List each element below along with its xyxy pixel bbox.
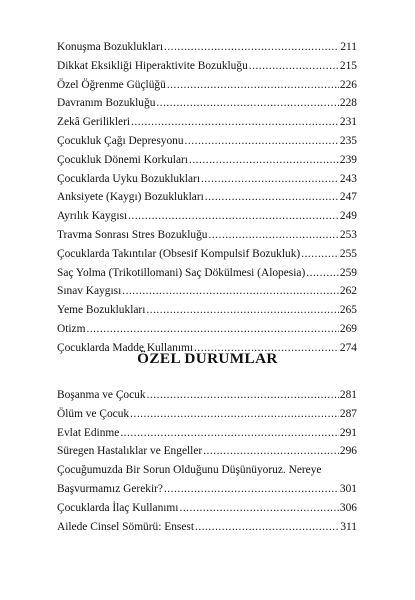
dot-leader bbox=[301, 245, 339, 264]
toc-entry bbox=[57, 170, 357, 189]
section-heading: ÖZEL DURUMLAR bbox=[137, 350, 278, 367]
toc-section-main bbox=[57, 38, 357, 358]
toc-entry bbox=[57, 94, 357, 113]
toc-entry-page-number: 211 bbox=[340, 41, 357, 53]
toc-entry-title: Başvurmamız Gerekir? bbox=[57, 482, 163, 495]
toc-entry-title: Konuşma Bozuklukları bbox=[57, 41, 163, 53]
toc-entry bbox=[57, 226, 357, 245]
dot-leader bbox=[185, 132, 339, 151]
toc-entry-title: Saç Yolma (Trikotillomani) Saç Dökülmesi (Alopesia) bbox=[57, 266, 306, 279]
dot-leader bbox=[195, 518, 339, 537]
toc-entry-title: Çocuklarda Madde Kullanımı bbox=[57, 341, 194, 354]
dot-leader bbox=[147, 386, 339, 405]
toc-entry bbox=[57, 405, 357, 424]
toc-entry-page-number: 255 bbox=[339, 247, 357, 260]
toc-entry-title: Çocuklarda Uyku Bozuklukları bbox=[57, 172, 200, 185]
toc-entry-title: Yeme Bozuklukları bbox=[57, 304, 146, 317]
toc-entry-page-number: 287 bbox=[339, 407, 357, 420]
toc-entry-page-number: 274 bbox=[339, 341, 357, 354]
toc-entry-page-number: 231 bbox=[339, 116, 357, 129]
dot-leader bbox=[209, 226, 339, 245]
toc-entry-title: Çocuklarda İlaç Kullanımı bbox=[57, 501, 179, 514]
toc-entry-title: Anksiyete (Kaygı) Bozuklukları bbox=[57, 191, 204, 204]
toc-entry-page-number: 247 bbox=[339, 191, 357, 204]
toc-entry-page-number: 262 bbox=[339, 285, 357, 298]
toc-entry-page-number: 281 bbox=[339, 389, 357, 401]
toc-entry-title: Boşanma ve Çocuk bbox=[57, 389, 146, 401]
toc-entry bbox=[57, 38, 357, 57]
toc-entry bbox=[57, 282, 357, 301]
toc-entry-page-number: 249 bbox=[339, 210, 357, 223]
toc-entry bbox=[57, 132, 357, 151]
toc-entry-title: Ayrılık Kaygısı bbox=[57, 210, 128, 223]
toc-entry-title: Travma Sonrası Stres Bozukluğu bbox=[57, 228, 208, 241]
toc-entry-page-number: 259 bbox=[339, 266, 357, 279]
toc-entry bbox=[57, 442, 357, 461]
toc-entry-page-number: 296 bbox=[339, 445, 357, 458]
toc-entry bbox=[57, 151, 357, 170]
toc-entry bbox=[57, 518, 357, 537]
toc-entry-page-number: 306 bbox=[339, 501, 357, 514]
toc-entry-page-number: 239 bbox=[339, 153, 357, 166]
toc-entry-title: Davranım Bozukluğu bbox=[57, 97, 156, 110]
dot-leader bbox=[189, 151, 339, 170]
toc-entry-title: Çocuğumuzda Bir Sorun Olduğunu Düşünüyoruz. Nereye bbox=[57, 464, 322, 477]
toc-section-special-cases bbox=[57, 386, 357, 536]
toc-entry-page-number: 235 bbox=[339, 134, 357, 147]
toc-entry bbox=[57, 480, 357, 499]
toc-entry-title: Zekâ Gerilikleri bbox=[57, 116, 131, 129]
dot-leader bbox=[164, 480, 339, 499]
dot-leader bbox=[131, 113, 339, 132]
toc-entry-page-number: 253 bbox=[339, 228, 357, 241]
toc-entry-page-number: 226 bbox=[339, 78, 357, 91]
dot-leader bbox=[146, 301, 339, 320]
toc-entry-title: Dikkat Eksikliği Hiperaktivite Bozukluğu bbox=[57, 59, 248, 72]
toc-entry bbox=[57, 76, 357, 95]
toc-entry bbox=[57, 461, 357, 480]
toc-entry bbox=[57, 320, 357, 339]
toc-entry-page-number: 265 bbox=[339, 304, 357, 317]
dot-leader bbox=[86, 320, 338, 339]
toc-entry-page-number: 243 bbox=[339, 172, 357, 185]
dot-leader bbox=[201, 170, 339, 189]
toc-entry-title: Ölüm ve Çocuk bbox=[57, 407, 130, 420]
toc-entry bbox=[57, 188, 357, 207]
dot-leader bbox=[205, 188, 339, 207]
toc-entry-title: Özel Öğrenme Güçlüğü bbox=[57, 78, 166, 91]
toc-entry-title: Sınav Kaygısı bbox=[57, 285, 122, 298]
toc-entry-page-number: 301 bbox=[339, 482, 357, 495]
dot-leader bbox=[249, 57, 339, 76]
toc-entry bbox=[57, 424, 357, 443]
toc-entry bbox=[57, 113, 357, 132]
dot-leader bbox=[164, 38, 339, 57]
dot-leader bbox=[122, 282, 339, 301]
dot-leader bbox=[130, 405, 339, 424]
toc-entry-title: Evlat Edinme bbox=[57, 426, 120, 439]
toc-entry bbox=[57, 245, 357, 264]
dot-leader bbox=[156, 94, 339, 113]
toc-entry-title: Otizm bbox=[57, 322, 86, 335]
toc-entry-title: Süregen Hastalıklar ve Engeller bbox=[57, 445, 203, 458]
dot-leader bbox=[203, 442, 339, 461]
dot-leader bbox=[167, 76, 339, 95]
dot-leader bbox=[120, 424, 339, 443]
toc-entry bbox=[57, 499, 357, 518]
toc-entry bbox=[57, 264, 357, 283]
toc-entry-title: Çocuklarda Takıntılar (Obsesif Kompulsif Bozukluk) bbox=[57, 247, 301, 260]
toc-entry bbox=[57, 386, 357, 405]
toc-entry-title: Çocukluk Dönemi Korkuları bbox=[57, 153, 188, 166]
dot-leader bbox=[179, 499, 338, 518]
toc-entry-title: Ailede Cinsel Sömürü: Ensest bbox=[57, 520, 194, 533]
toc-entry-page-number: 215 bbox=[339, 59, 357, 72]
toc-entry-page-number: 291 bbox=[339, 426, 357, 439]
toc-entry bbox=[57, 207, 357, 226]
toc-entry bbox=[57, 57, 357, 76]
toc-entry-title: Çocukluk Çağı Depresyonu bbox=[57, 134, 184, 147]
toc-entry bbox=[57, 301, 357, 320]
toc-entry-page-number: 269 bbox=[339, 322, 357, 335]
dot-leader bbox=[128, 207, 339, 226]
dot-leader bbox=[306, 264, 339, 283]
toc-entry-page-number: 228 bbox=[339, 97, 357, 110]
toc-entry-page-number: 311 bbox=[340, 520, 357, 533]
